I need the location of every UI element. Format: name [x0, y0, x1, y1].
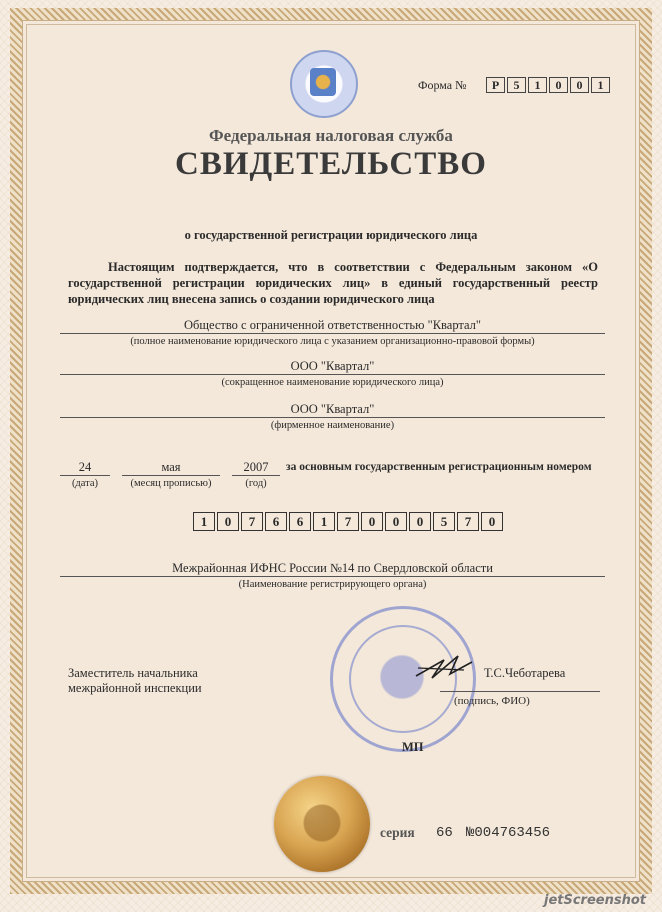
reg-number-digit: 0: [481, 512, 503, 531]
reg-number-digit: 0: [385, 512, 407, 531]
short-name-value: ООО "Квартал": [290, 359, 375, 373]
divider: [60, 333, 605, 334]
service-title: Федеральная налоговая служба: [209, 126, 453, 145]
reg-number-digit: 5: [433, 512, 455, 531]
authority-value: Межрайонная ИФНС России №14 по Свердловской области: [172, 561, 493, 575]
signature-caption: (подпись, ФИО): [454, 695, 530, 707]
date-month: мая: [161, 460, 181, 474]
reg-number-digit: 7: [241, 512, 263, 531]
date-month-caption: (месяц прописью): [130, 478, 212, 489]
signatory-name: Т.С.Чеботарева: [484, 666, 566, 680]
divider: [60, 417, 605, 418]
date-day-caption: (дата): [71, 478, 99, 489]
reg-number-label: за основным государственным регистрационным номером: [286, 461, 592, 473]
form-code-cell: 0: [570, 77, 589, 93]
date-year-caption: (год): [245, 478, 267, 489]
stamp-place-label: МП: [402, 740, 424, 754]
divider: [60, 374, 605, 375]
form-code: [486, 77, 612, 93]
reg-number-digit: 6: [289, 512, 311, 531]
document-subtitle: о государственной регистрации юридического лица: [184, 228, 478, 242]
registration-number: [193, 512, 505, 531]
short-name-caption: (сокращенное наименование юридического лица): [221, 377, 444, 388]
divider: [60, 576, 605, 577]
signatory-position-2: межрайонной инспекции: [68, 681, 202, 695]
signatory-position-1: Заместитель начальника: [68, 666, 198, 680]
form-code-cell: Р: [486, 77, 505, 93]
form-code-cell: 0: [549, 77, 568, 93]
full-name-caption: (полное наименование юридического лица с указанием организационно-правовой формы): [130, 336, 535, 347]
reg-number-digit: 0: [409, 512, 431, 531]
series-value: 66: [436, 825, 453, 841]
reg-number-digit: 7: [337, 512, 359, 531]
brand-name-value: ООО "Квартал": [290, 402, 375, 416]
signature-icon: [414, 650, 474, 684]
date-year: 2007: [243, 460, 269, 474]
reg-number-digit: 0: [361, 512, 383, 531]
reg-number-digit: 1: [313, 512, 335, 531]
date-day: 24: [78, 460, 92, 474]
form-code-cell: 1: [528, 77, 547, 93]
certificate-number: №004763456: [466, 825, 551, 841]
form-code-cell: 5: [507, 77, 526, 93]
form-label: Форма №: [418, 78, 467, 92]
full-name-value: Общество с ограниченной ответственностью "Квартал": [183, 318, 482, 332]
brand-name-caption: (фирменное наименование): [270, 420, 395, 431]
reg-number-digit: 0: [217, 512, 239, 531]
form-code-cell: 1: [591, 77, 610, 93]
reg-number-digit: 1: [193, 512, 215, 531]
watermark: jetScreenshot: [544, 893, 646, 908]
reg-number-digit: 6: [265, 512, 287, 531]
authority-caption: (Наименование регистрирующего органа): [238, 579, 427, 590]
fns-emblem-icon: [290, 50, 358, 118]
reg-number-digit: 7: [457, 512, 479, 531]
body-text: Настоящим подтверждается, что в соответствии с Федеральным законом «О государственной регистрации юридических лиц» в единый государственный реестр юридических лиц внесена запись о создании юридического лица: [68, 260, 598, 306]
document-title: СВИДЕТЕЛЬСТВО: [175, 146, 487, 182]
series-label: серия: [380, 825, 415, 840]
gold-emblem-icon: [274, 776, 370, 872]
